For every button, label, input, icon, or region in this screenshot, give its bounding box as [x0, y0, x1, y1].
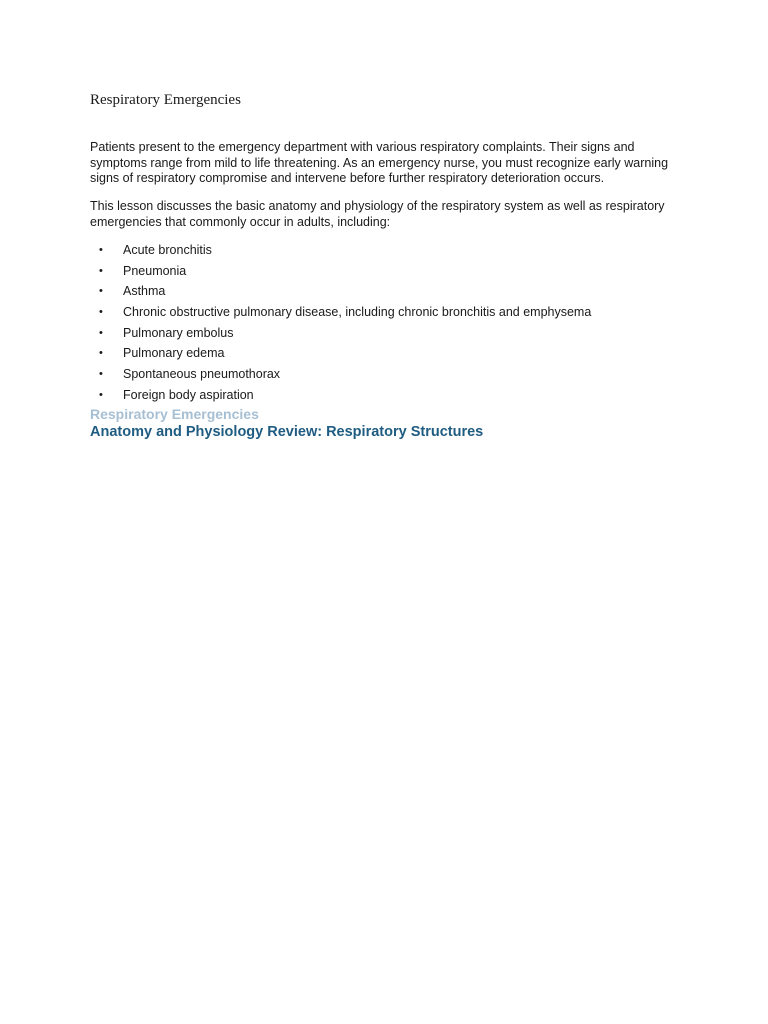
section-subtitle: Respiratory Emergencies: [90, 406, 259, 422]
list-item-text: Chronic obstructive pulmonary disease, including chronic bronchitis and emphysema: [123, 305, 592, 320]
bullet-icon: •: [99, 368, 103, 381]
bullet-icon: •: [99, 244, 103, 256]
intro-paragraph: Patients present to the emergency department with various respiratory complaints. Their signs and symptoms range from mild to life threatening. As an emergency nurse, you must recognize early warning signs of respiratory compromise and intervene before further respiratory deterioration occurs.: [90, 140, 669, 185]
bullet-icon: •: [99, 306, 103, 319]
lesson-overview-paragraph: This lesson discusses the basic anatomy and physiology of the respiratory system as well as respiratory emergencies that commonly occur in adults, including:: [90, 199, 665, 229]
bullet-icon: •: [99, 285, 103, 298]
bullet-icon: •: [99, 388, 103, 401]
section-heading: Anatomy and Physiology Review: Respiratory Structures: [90, 424, 484, 440]
bullet-icon: •: [99, 326, 103, 339]
list-item-text: Pneumonia: [123, 263, 187, 278]
list-item-text: Asthma: [123, 284, 166, 299]
list-item-text: Pulmonary embolus: [123, 325, 234, 340]
list-item-text: Pulmonary edema: [123, 346, 225, 361]
list-item-text: Foreign body aspiration: [123, 387, 254, 402]
bullet-icon: •: [99, 347, 103, 360]
document-title: Respiratory Emergencies: [90, 92, 241, 108]
list-item-text: Spontaneous pneumothorax: [123, 367, 281, 382]
bullet-icon: •: [99, 264, 103, 277]
list-item-text: Acute bronchitis: [123, 243, 212, 257]
